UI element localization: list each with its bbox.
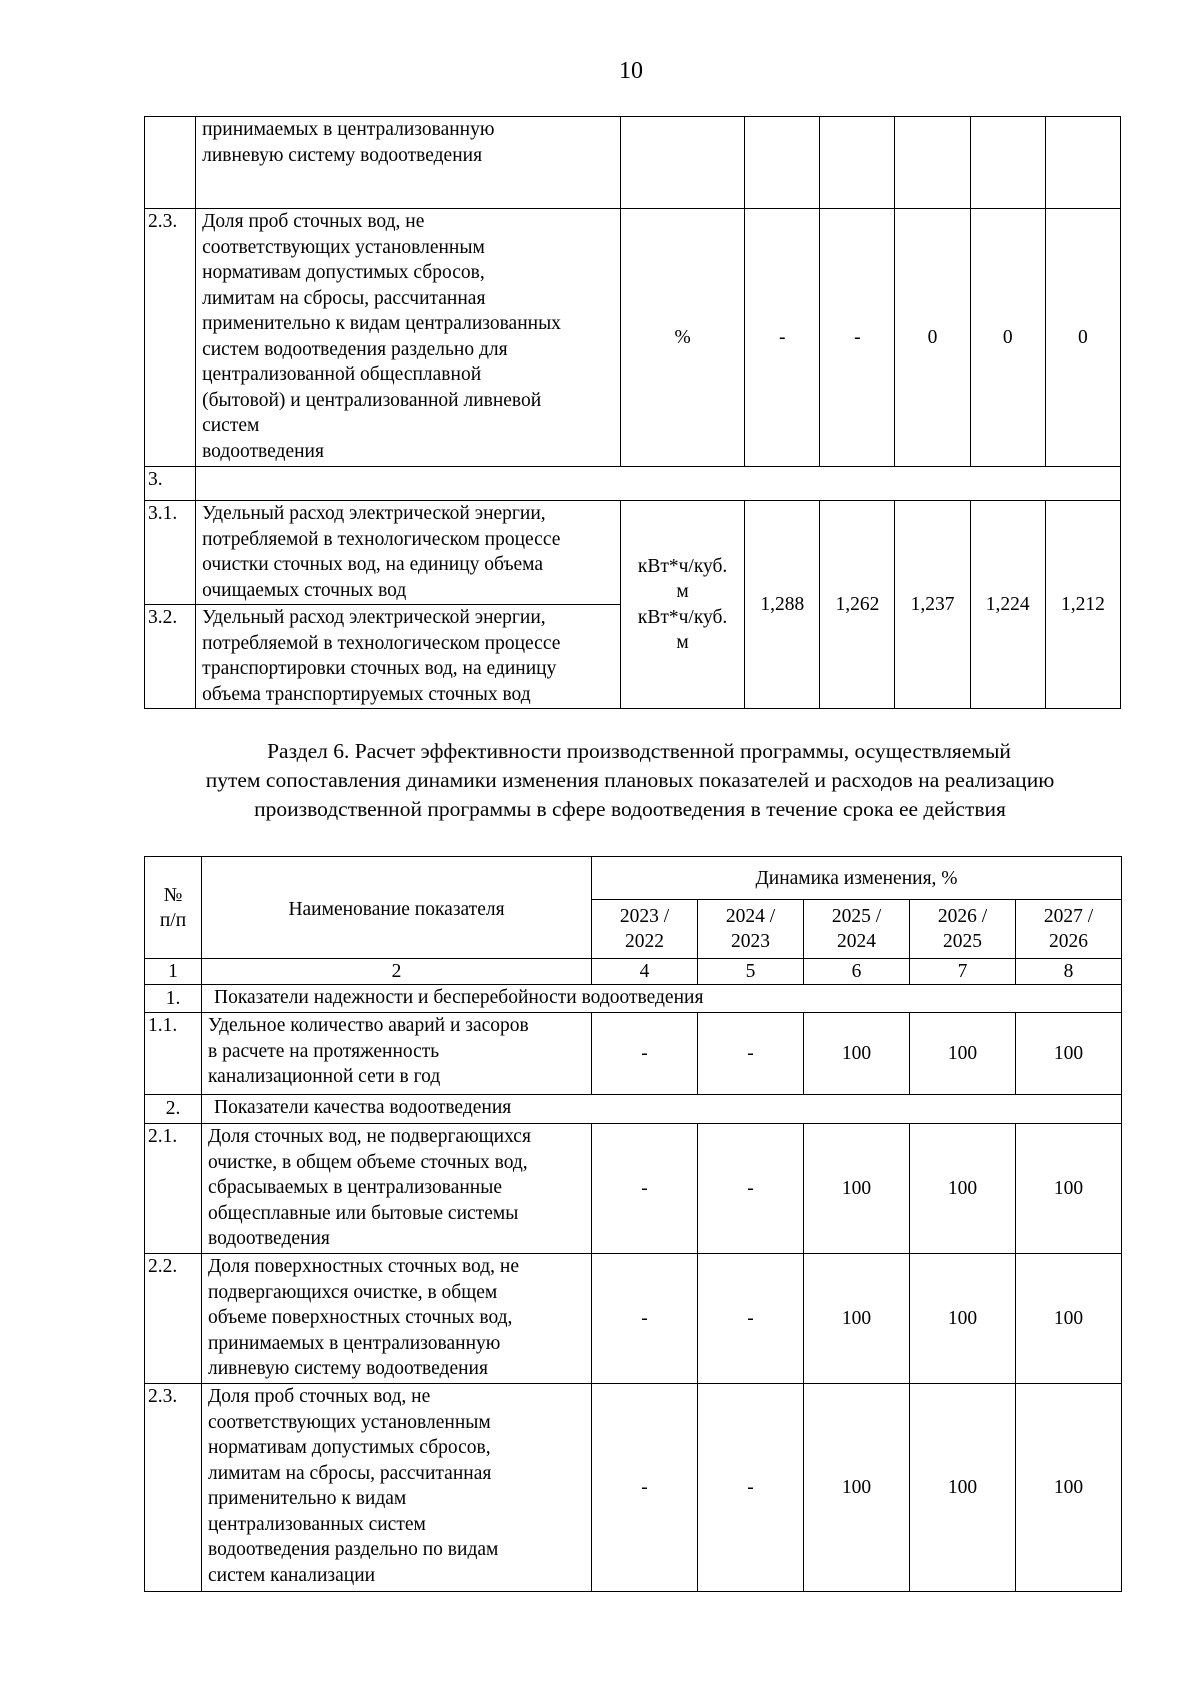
table-row [145,117,1121,209]
indicator-name: Удельный расход электрической энергии, потребляемой в технологическом процессе транспортировки сточных вод, на единицу объема транспортируемых сточных вод [196,605,621,709]
value-cell: - [820,209,895,467]
indicator-name: Доля поверхностных сточных вод, не подвергающихся очистке, в общем объеме поверхностных сточных вод, принимаемых в централизованную ливневую систему водоотведения [202,1254,592,1384]
unit-cell: % [620,209,744,467]
row-number: 2.3. [145,1384,202,1592]
section-row [145,985,1122,1013]
value-cell: - [592,1384,698,1592]
page-number: 10 [619,58,643,84]
header-year: 2027 / 2026 [1016,900,1122,959]
header-dynamics: Динамика изменения, % [592,857,1122,900]
section-title: Показатели надежности и бесперебойности водоотведения [202,985,1122,1013]
row-number: 3. [145,467,196,501]
value-cell: - [698,1124,804,1254]
row-number: 2.1. [145,1124,202,1254]
value-cell: - [592,1124,698,1254]
table-row [145,209,1121,467]
row-number: 3.1. [145,501,196,605]
table-row [145,1384,1122,1592]
header-num: № п/п [145,857,202,959]
value-cell: 1,212 [1045,501,1120,709]
section-row [145,1095,1122,1124]
column-number: 8 [1016,959,1122,985]
value-cell: 100 [1016,1124,1122,1254]
value-cell: 1,262 [820,501,895,709]
indicator-name: Доля сточных вод, не подвергающихся очистке, в общем объеме сточных вод, сбрасываемых в централизованные общесплавные или бытовые системы водоотведения [202,1124,592,1254]
table-row [145,1124,1122,1254]
value-cell: 100 [804,1013,910,1095]
value-cell: 100 [1016,1254,1122,1384]
section-6-heading: Раздел 6. Расчет эффективности производственной программы, осуществляемый путем сопоставления динамики изменения плановых показателей и расходов на реализацию производственной программы в сфере водоотведения в течение срока ее действия [205,739,1055,821]
header-year: 2025 / 2024 [804,900,910,959]
section-title: Показатели качества водоотведения [202,1095,1122,1124]
value-cell: 100 [910,1124,1016,1254]
indicator-name: Удельный расход электрической энергии, потребляемой в технологическом процессе очистки сточных вод, на единицу объема очищаемых сточных вод [196,501,621,605]
column-number: 7 [910,959,1016,985]
row-number: 2. [145,1095,202,1124]
value-cell: - [745,209,820,467]
unit-cell [620,117,744,209]
value-cell: 100 [1016,1384,1122,1592]
value-cell: 1,288 [745,501,820,709]
value-cell: 100 [910,1013,1016,1095]
row-number [145,117,196,209]
column-number: 1 [145,959,202,985]
row-number: 1.1. [145,1013,202,1095]
row-number: 1. [145,985,202,1013]
header-name: Наименование показателя [202,857,592,959]
value-cell: 0 [970,209,1045,467]
indicators-table-continuation [144,116,1121,709]
column-number: 2 [202,959,592,985]
table-row [145,501,1121,605]
section-title [196,467,1121,501]
value-cell: 0 [895,209,970,467]
table-row [145,1254,1122,1384]
value-cell: - [698,1013,804,1095]
value-cell: - [592,1254,698,1384]
value-cell: 100 [910,1254,1016,1384]
value-cell: - [592,1013,698,1095]
row-number: 2.3. [145,209,196,467]
table-row [145,1013,1122,1095]
column-numbers-row [145,959,1122,985]
header-year: 2024 / 2023 [698,900,804,959]
value-cell: 100 [804,1124,910,1254]
value-cell: 100 [804,1254,910,1384]
value-cell: 100 [910,1384,1016,1592]
value-cell: 100 [1016,1013,1122,1095]
value-cell: - [698,1384,804,1592]
header-year: 2023 / 2022 [592,900,698,959]
header-year: 2026 / 2025 [910,900,1016,959]
value-cell: 1,237 [895,501,970,709]
indicator-name: Удельное количество аварий и засоров в расчете на протяженность канализационной сети в год [202,1013,592,1095]
value-cell: - [698,1254,804,1384]
column-number: 4 [592,959,698,985]
section-row [145,467,1121,501]
value-cell: 1,224 [970,501,1045,709]
row-number: 2.2. [145,1254,202,1384]
row-number: 3.2. [145,605,196,709]
indicator-name: Доля проб сточных вод, не соответствующих установленным нормативам допустимых сбросов, лимитам на сбросы, рассчитанная применительно к видам централизованных систем водоотведения раздельно для централизованной общесплавной (бытовой) и централизованной ливневой систем водоотведения [196,209,621,467]
column-number: 6 [804,959,910,985]
header-row [145,857,1122,900]
value-cell: 0 [1045,209,1120,467]
indicator-name: Доля проб сточных вод, не соответствующих установленным нормативам допустимых сбросов, лимитам на сбросы, рассчитанная применительно к видам централизованных систем водоотведения раздельно по видам систем канализации [202,1384,592,1592]
indicator-name: принимаемых в централизованную ливневую систему водоотведения [196,117,621,209]
unit-cell: кВт*ч/куб. м кВт*ч/куб. м [620,501,744,709]
efficiency-table [144,856,1122,1592]
value-cell: 100 [804,1384,910,1592]
column-number: 5 [698,959,804,985]
